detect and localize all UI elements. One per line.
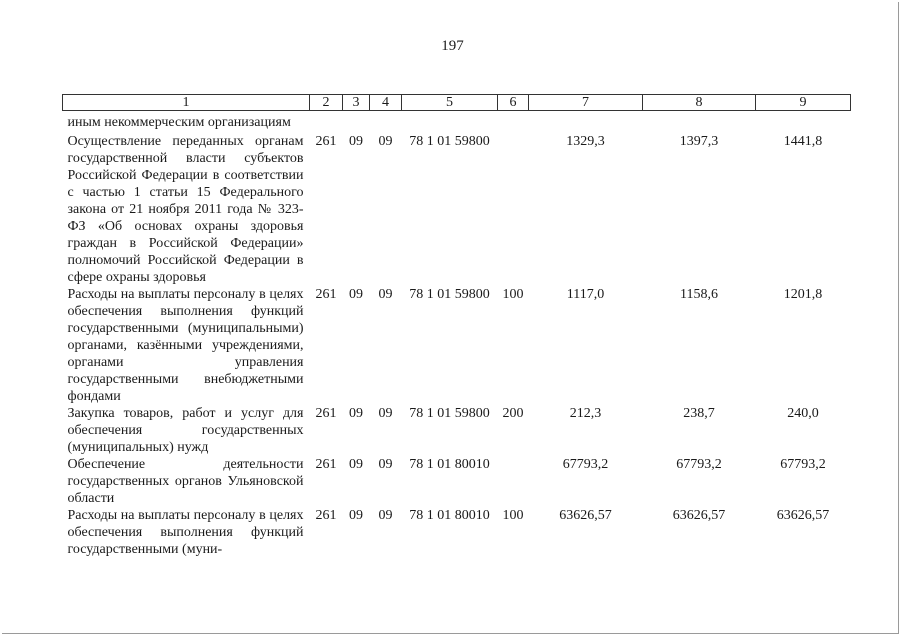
- section-code: 09: [349, 457, 363, 472]
- column-header: 3: [343, 95, 370, 111]
- table-row: [63, 286, 851, 405]
- subsection-code: 09: [378, 406, 393, 421]
- section-code: 09: [349, 134, 363, 149]
- amount-year-3: 1201,8: [783, 287, 823, 302]
- subsection-code: 09: [378, 457, 393, 472]
- amount-year-1: 1117,0: [566, 287, 605, 302]
- header-row: [63, 95, 851, 111]
- amount-year-3: 67793,2: [780, 457, 826, 472]
- amount-year-3: 1441,8: [783, 134, 823, 149]
- column-header: 6: [498, 95, 529, 111]
- section-code: 09: [349, 287, 363, 302]
- table-row: [63, 111, 851, 132]
- amount-year-1: 63626,57: [559, 508, 612, 523]
- amount-year-1: 212,3: [569, 406, 602, 421]
- subsection-code: [370, 111, 402, 132]
- section-code: [343, 111, 370, 132]
- row-name: Расходы на выплаты персоналу в целях обеспечения выполнения функций государственными (муни-: [67, 508, 304, 557]
- table-row: [63, 405, 851, 456]
- column-header: 7: [529, 95, 643, 111]
- row-name: Расходы на выплаты персоналу в целях обеспечения выполнения функций государственными (муниципальными) органами, казёнными учреждениями, органами управления государственными внебюджетными фондами: [67, 287, 304, 404]
- column-header: 9: [756, 95, 851, 111]
- section-code: 09: [349, 508, 363, 523]
- target-article-code: 78 1 01 80010: [409, 457, 490, 472]
- amount-year-3: 240,0: [787, 406, 819, 421]
- row-name: Обеспечение деятельности государственных органов Ульяновской области: [67, 457, 304, 506]
- expense-type-code: [498, 131, 529, 286]
- subsection-code: 09: [378, 508, 393, 523]
- grbs-code: 261: [315, 406, 337, 421]
- amount-year-1: 67793,2: [562, 457, 609, 472]
- target-article-code: 78 1 01 80010: [409, 508, 490, 523]
- grbs-code: [310, 111, 343, 132]
- expense-type-code: [498, 456, 529, 507]
- amount-year-3: 63626,57: [776, 508, 830, 523]
- column-header: 1: [63, 95, 310, 111]
- column-header: 5: [402, 95, 498, 111]
- expense-type-code: 100: [502, 508, 524, 523]
- amount-year-2: 1158,6: [680, 287, 718, 302]
- expense-type-code: 200: [502, 406, 524, 421]
- section-code: 09: [349, 406, 363, 421]
- amount-year-2: 238,7: [683, 406, 715, 421]
- amount-year-1: 1329,3: [566, 134, 605, 149]
- amount-year-3: [756, 111, 851, 132]
- budget-table: [62, 94, 851, 558]
- target-article-code: 78 1 01 59800: [409, 287, 490, 302]
- column-header: 2: [310, 95, 343, 111]
- row-name: иным некоммерческим организациям: [67, 115, 291, 130]
- expense-type-code: 100: [502, 287, 524, 302]
- target-article-code: 78 1 01 59800: [409, 406, 490, 421]
- amount-year-1: [529, 111, 643, 132]
- grbs-code: 261: [315, 508, 337, 523]
- grbs-code: 261: [315, 287, 337, 302]
- amount-year-2: 1397,3: [679, 134, 719, 149]
- column-header: 4: [370, 95, 402, 111]
- grbs-code: 261: [315, 134, 337, 149]
- page-number: 197: [441, 38, 464, 54]
- expense-type-code: [498, 111, 529, 132]
- table-row: [63, 131, 851, 286]
- amount-year-2: [643, 111, 756, 132]
- amount-year-2: 63626,57: [672, 508, 726, 523]
- row-name: Закупка товаров, работ и услуг для обеспечения государственных (муниципальных) нужд: [67, 406, 304, 455]
- target-article-code: 78 1 01 59800: [409, 134, 490, 149]
- subsection-code: 09: [378, 287, 393, 302]
- column-header: 8: [643, 95, 756, 111]
- target-article-code: [402, 111, 498, 132]
- table-row: [63, 507, 851, 558]
- amount-year-2: 67793,2: [676, 457, 722, 472]
- grbs-code: 261: [315, 457, 337, 472]
- subsection-code: 09: [378, 134, 393, 149]
- table-row: [63, 456, 851, 507]
- row-name: Осуществление переданных органам государственной власти субъектов Российской Федерации в соответствии с частью 1 статьи 15 Федерального закона от 21 ноября 2011 года № 323-ФЗ «Об основах охраны здоровья граждан в Российской Федерации» полномочий Российской Федерации в сфере охраны здоровья: [67, 134, 304, 285]
